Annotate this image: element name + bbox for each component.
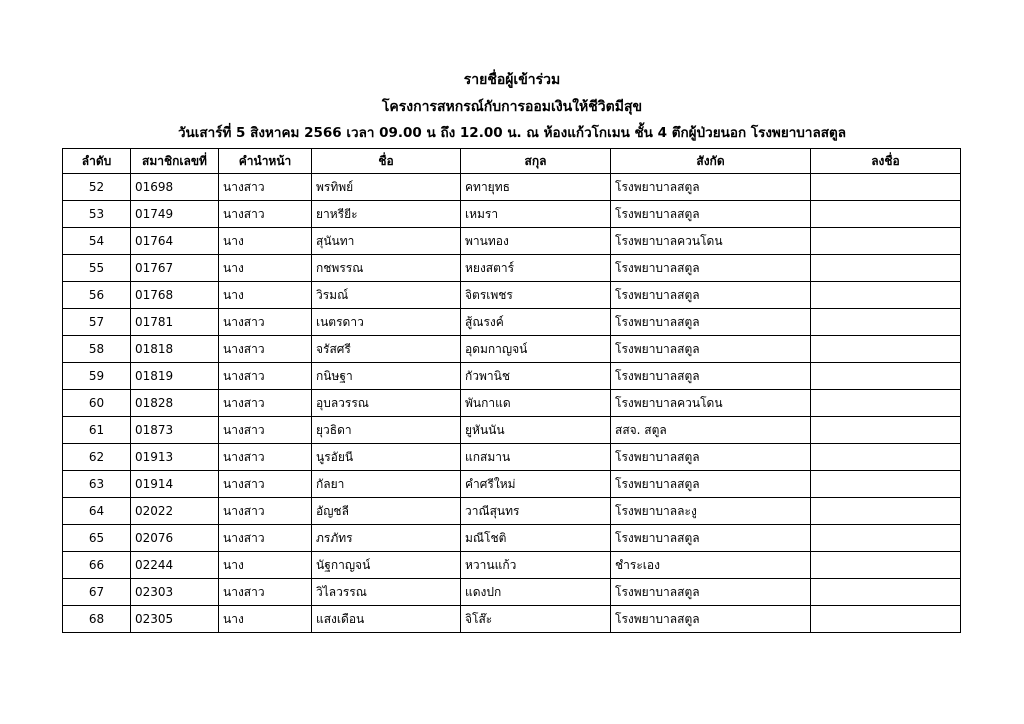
- cell-signature[interactable]: [811, 282, 961, 309]
- cell-first-name: กัลยา: [312, 471, 461, 498]
- cell-member-no: 01873: [131, 417, 219, 444]
- cell-order: 65: [63, 525, 131, 552]
- table-row: [63, 606, 961, 633]
- cell-affiliation: โรงพยาบาลสตูล: [611, 525, 811, 552]
- table-row: [63, 282, 961, 309]
- cell-affiliation: โรงพยาบาลสตูล: [611, 255, 811, 282]
- cell-first-name: กชพรรณ: [312, 255, 461, 282]
- cell-prefix: นางสาว: [219, 525, 312, 552]
- cell-order: 52: [63, 174, 131, 201]
- cell-member-no: 01767: [131, 255, 219, 282]
- col-header-prefix: คำนำหน้า: [219, 149, 312, 174]
- cell-last-name: เหมรา: [461, 201, 611, 228]
- cell-signature[interactable]: [811, 336, 961, 363]
- cell-member-no: 02305: [131, 606, 219, 633]
- table-row: [63, 525, 961, 552]
- cell-prefix: นางสาว: [219, 471, 312, 498]
- cell-prefix: นางสาว: [219, 498, 312, 525]
- cell-order: 67: [63, 579, 131, 606]
- cell-signature[interactable]: [811, 579, 961, 606]
- table-row: [63, 228, 961, 255]
- cell-prefix: นาง: [219, 282, 312, 309]
- cell-signature[interactable]: [811, 255, 961, 282]
- table-row: [63, 336, 961, 363]
- cell-last-name: มณีโชติ: [461, 525, 611, 552]
- table-row: [63, 471, 961, 498]
- cell-order: 60: [63, 390, 131, 417]
- cell-member-no: 02303: [131, 579, 219, 606]
- cell-first-name: ยุวธิดา: [312, 417, 461, 444]
- cell-last-name: แดงปก: [461, 579, 611, 606]
- table-row: [63, 417, 961, 444]
- table-header-row: [63, 149, 961, 174]
- table-row: [63, 498, 961, 525]
- cell-prefix: นาง: [219, 255, 312, 282]
- cell-last-name: จิโส๊ะ: [461, 606, 611, 633]
- cell-order: 57: [63, 309, 131, 336]
- cell-first-name: อัญชลี: [312, 498, 461, 525]
- cell-first-name: นัฐกาญจน์: [312, 552, 461, 579]
- cell-affiliation: โรงพยาบาลสตูล: [611, 579, 811, 606]
- cell-member-no: 02076: [131, 525, 219, 552]
- cell-order: 59: [63, 363, 131, 390]
- cell-signature[interactable]: [811, 525, 961, 552]
- cell-last-name: ยูหันนัน: [461, 417, 611, 444]
- cell-prefix: นาง: [219, 606, 312, 633]
- cell-affiliation: โรงพยาบาลสตูล: [611, 336, 811, 363]
- attendee-table: [62, 148, 961, 633]
- cell-order: 64: [63, 498, 131, 525]
- cell-order: 61: [63, 417, 131, 444]
- cell-first-name: แสงเดือน: [312, 606, 461, 633]
- cell-member-no: 02022: [131, 498, 219, 525]
- cell-first-name: ภรภัทร: [312, 525, 461, 552]
- cell-prefix: นางสาว: [219, 201, 312, 228]
- col-header-last-name: สกุล: [461, 149, 611, 174]
- cell-order: 68: [63, 606, 131, 633]
- cell-signature[interactable]: [811, 201, 961, 228]
- cell-affiliation: โรงพยาบาลสตูล: [611, 282, 811, 309]
- cell-member-no: 02244: [131, 552, 219, 579]
- cell-signature[interactable]: [811, 417, 961, 444]
- cell-prefix: นางสาว: [219, 309, 312, 336]
- cell-last-name: กัวพานิช: [461, 363, 611, 390]
- cell-signature[interactable]: [811, 552, 961, 579]
- cell-affiliation: โรงพยาบาลละงู: [611, 498, 811, 525]
- cell-last-name: สู้ณรงค์: [461, 309, 611, 336]
- cell-last-name: จิตรเพชร: [461, 282, 611, 309]
- col-header-member-no: สมาชิกเลขที่: [131, 149, 219, 174]
- table-row: [63, 390, 961, 417]
- cell-order: 58: [63, 336, 131, 363]
- cell-affiliation: โรงพยาบาลสตูล: [611, 471, 811, 498]
- cell-signature[interactable]: [811, 228, 961, 255]
- cell-last-name: แกสมาน: [461, 444, 611, 471]
- cell-signature[interactable]: [811, 363, 961, 390]
- document-title: รายชื่อผู้เข้าร่วม: [463, 72, 561, 88]
- cell-order: 63: [63, 471, 131, 498]
- cell-prefix: นางสาว: [219, 390, 312, 417]
- cell-last-name: อุดมกาญจน์: [461, 336, 611, 363]
- cell-first-name: พรทิพย์: [312, 174, 461, 201]
- table-row: [63, 579, 961, 606]
- cell-prefix: นางสาว: [219, 417, 312, 444]
- cell-affiliation: โรงพยาบาลสตูล: [611, 309, 811, 336]
- event-details: วันเสาร์ที่ 5 สิงหาคม 2566 เวลา 09.00 น ถึง 12.00 น. ณ ห้องแก้วโกเมน ชั้น 4 ตึกผู้ป่วยนอก โรงพยาบาลสตูล: [177, 125, 847, 141]
- table-row: [63, 201, 961, 228]
- cell-member-no: 01781: [131, 309, 219, 336]
- table-row: [63, 255, 961, 282]
- table-row: [63, 174, 961, 201]
- cell-prefix: นางสาว: [219, 174, 312, 201]
- cell-prefix: นางสาว: [219, 579, 312, 606]
- table-row: [63, 363, 961, 390]
- col-header-first-name: ชื่อ: [312, 149, 461, 174]
- cell-order: 56: [63, 282, 131, 309]
- cell-first-name: สุนันทา: [312, 228, 461, 255]
- cell-member-no: 01764: [131, 228, 219, 255]
- cell-order: 54: [63, 228, 131, 255]
- cell-last-name: หยงสตาร์: [461, 255, 611, 282]
- cell-affiliation: โรงพยาบาลควนโดน: [611, 228, 811, 255]
- cell-signature[interactable]: [811, 498, 961, 525]
- cell-affiliation: โรงพยาบาลควนโดน: [611, 390, 811, 417]
- cell-first-name: กนิษฐา: [312, 363, 461, 390]
- cell-signature[interactable]: [811, 174, 961, 201]
- col-header-affiliation: สังกัด: [611, 149, 811, 174]
- cell-signature[interactable]: [811, 309, 961, 336]
- cell-affiliation: โรงพยาบาลสตูล: [611, 363, 811, 390]
- cell-last-name: วาณีสุนทร: [461, 498, 611, 525]
- cell-affiliation: โรงพยาบาลสตูล: [611, 606, 811, 633]
- cell-signature[interactable]: [811, 390, 961, 417]
- cell-affiliation: โรงพยาบาลสตูล: [611, 201, 811, 228]
- cell-first-name: เนตรดาว: [312, 309, 461, 336]
- cell-signature[interactable]: [811, 606, 961, 633]
- cell-member-no: 01749: [131, 201, 219, 228]
- cell-member-no: 01914: [131, 471, 219, 498]
- col-header-order: ลำดับ: [63, 149, 131, 174]
- cell-prefix: นางสาว: [219, 336, 312, 363]
- cell-last-name: พันกาแด: [461, 390, 611, 417]
- cell-affiliation: โรงพยาบาลสตูล: [611, 174, 811, 201]
- cell-signature[interactable]: [811, 444, 961, 471]
- col-header-signature: ลงชื่อ: [811, 149, 961, 174]
- cell-last-name: คำศรีใหม่: [461, 471, 611, 498]
- cell-member-no: 01698: [131, 174, 219, 201]
- cell-member-no: 01828: [131, 390, 219, 417]
- cell-member-no: 01913: [131, 444, 219, 471]
- table-row: [63, 552, 961, 579]
- cell-affiliation: สสจ. สตูล: [611, 417, 811, 444]
- cell-signature[interactable]: [811, 471, 961, 498]
- cell-first-name: ยาหรียีะ: [312, 201, 461, 228]
- cell-affiliation: ชำระเอง: [611, 552, 811, 579]
- cell-affiliation: โรงพยาบาลสตูล: [611, 444, 811, 471]
- cell-member-no: 01818: [131, 336, 219, 363]
- cell-order: 66: [63, 552, 131, 579]
- cell-prefix: นาง: [219, 228, 312, 255]
- cell-prefix: นางสาว: [219, 363, 312, 390]
- cell-last-name: หวานแก้ว: [461, 552, 611, 579]
- table-row: [63, 444, 961, 471]
- cell-prefix: นางสาว: [219, 444, 312, 471]
- project-name: โครงการสหกรณ์กับการออมเงินให้ชีวิตมีสุข: [381, 99, 643, 115]
- cell-order: 53: [63, 201, 131, 228]
- cell-member-no: 01819: [131, 363, 219, 390]
- cell-first-name: อุบลวรรณ: [312, 390, 461, 417]
- cell-member-no: 01768: [131, 282, 219, 309]
- cell-first-name: วิไลวรรณ: [312, 579, 461, 606]
- cell-first-name: จรัสศรี: [312, 336, 461, 363]
- cell-first-name: นูรอัยนี: [312, 444, 461, 471]
- cell-order: 62: [63, 444, 131, 471]
- cell-last-name: พานทอง: [461, 228, 611, 255]
- cell-last-name: คทายุทธ: [461, 174, 611, 201]
- cell-order: 55: [63, 255, 131, 282]
- cell-prefix: นาง: [219, 552, 312, 579]
- table-row: [63, 309, 961, 336]
- cell-first-name: วิรมณ์: [312, 282, 461, 309]
